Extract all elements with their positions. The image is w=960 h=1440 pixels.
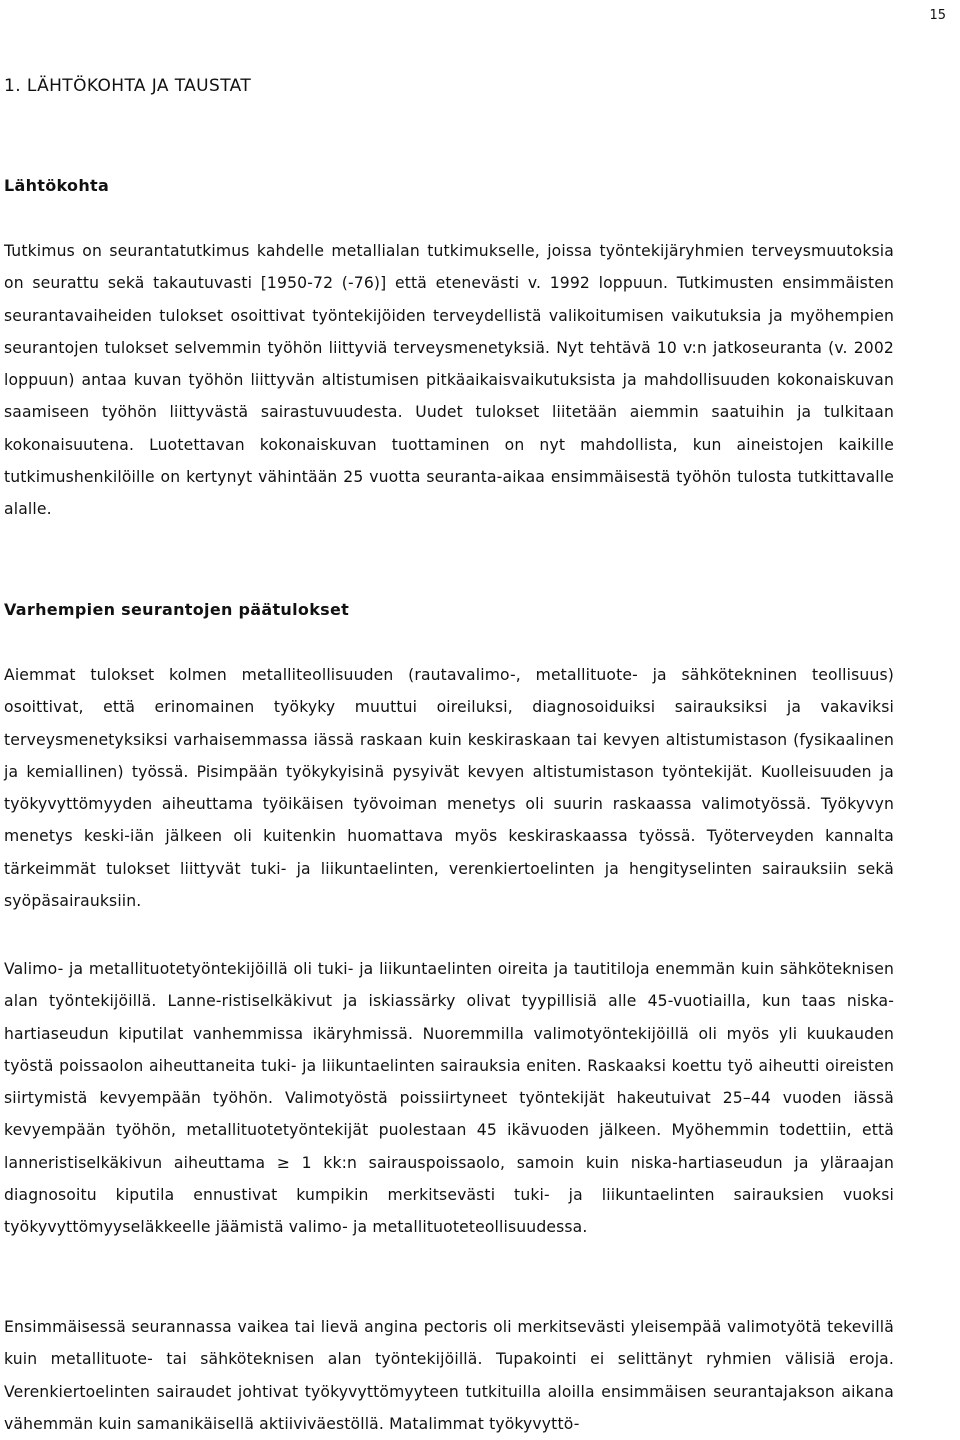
section-title: 1. LÄHTÖKOHTA JA TAUSTAT <box>4 76 252 96</box>
paragraph-earlier-results-3: Ensimmäisessä seurannassa vaikea tai lievä angina pectoris oli merkitsevästi yleisempää valimotyötä tekevillä kuin metallituote- tai sähköteknisen alan työntekijöillä. Tupakointi ei selittänyt ryhmien välisiä eroja. Verenkiertoelinten sairaudet johtivat työkyvyttömyyteen tutkituilla aloilla ensimmäisen seurantajakson aikana vähemmän kuin samanikäisellä aktiiviväestöllä. Matalimmat työkyvyttö- <box>4 1318 894 1433</box>
subheading-earlier-results: Varhempien seurantojen päätulokset <box>4 600 350 619</box>
paragraph-earlier-results-1: Aiemmat tulokset kolmen metalliteollisuuden (rautavalimo-, metallituote- ja sähkötekninen teollisuus) osoittivat, että erinomainen työkyky muuttui oireiluksi, diagnosoiduiksi sairauksiksi ja vakaviksi terveysmenetyksiksi varhaisemmassa iässä raskaan kuin keskiraskaan tai kevyen altistumistason (fysikaalinen ja kemiallinen) työssä. Pisimpään työkykyisinä pysyivät kevyen altistumistason työntekijät. Kuolleisuuden ja työkyvyttömyyden aiheuttama työikäisen työvoiman menetys oli suurin raskaassa valimotyössä. Työkyvyn menetys keski-iän jälkeen oli kuitenkin huomattava myös keskiraskaassa työssä. Työterveyden kannalta tärkeimmät tulokset liittyvät tuki- ja liikuntaelinten, verenkiertoelinten ja hengityselinten sairauksiin sekä syöpäsairauksiin. <box>4 666 894 911</box>
page-number: 15 <box>929 8 946 23</box>
subheading-lahtokohta: Lähtökohta <box>4 176 110 195</box>
paragraph-earlier-results-2: Valimo- ja metallituotetyöntekijöillä oli tuki- ja liikuntaelinten oireita ja tautitiloja enemmän kuin sähköteknisen alan työntekijöillä. Lanne-ristiselkäkivut ja iskiassärky olivat tyypillisiä alle 45-vuotiailla, kun taas niska-hartiaseudun kiputilat vanhemmissa ikäryhmissä. Nuoremmilla valimotyöntekijöillä oli myös yli kuukauden työstä poissaolon aiheuttaneita tuki- ja liikuntaelinten sairauksia eniten. Raskaaksi koettu työ aiheutti oireisten siirtymistä kevyempään työhön. Valimotyöstä poissiirtyneet työntekijät hakeutuivat 25–44 vuoden iässä kevyempään työhön, metallituotetyöntekijät puolestaan 45 ikävuoden jälkeen. Myöhemmin todettiin, että lanneristiselkäkivun aiheuttama ≥ 1 kk:n sairauspoissaolo, samoin kuin niska-hartiaseudun ja yläraajan diagnosoitu kiputila ennustivat kumpikin merkitsevästi tuki- ja liikuntaelinten sairauksien vuoksi työkyvyttömyyseläkkeelle jäämistä valimo- ja metallituoteteollisuudessa. <box>4 960 894 1237</box>
paragraph-background: Tutkimus on seurantatutkimus kahdelle metallialan tutkimukselle, joissa työntekijäryhmien terveysmuutoksia on seurattu sekä takautuvasti [1950-72 (-76)] että etenevästi v. 1992 loppuun. Tutkimusten ensimmäisten seurantavaiheiden tulokset osoittivat työntekijöiden terveydellistä valikoitumisen vaikutuksia ja myöhempien seurantojen tulokset selvemmin työhön liittyviä terveysmenetyksiä. Nyt tehtävä 10 v:n jatkoseuranta (v. 2002 loppuun) antaa kuvan työhön liittyvän altistumisen pitkäaikaisvaikutuksista ja mahdollisuuden kokonaiskuvan saamiseen työhön liittyvästä sairastuvuudesta. Uudet tulokset liitetään aiemmin saatuihin ja tulkitaan kokonaisuutena. Luotettavan kokonaiskuvan tuottaminen on nyt mahdollista, kun aineistojen kaikille tutkimushenkilöille on kertynyt vähintään 25 vuotta seuranta-aikaa ensimmäisestä työhön tulosta tutkittavalle alalle. <box>4 242 894 519</box>
